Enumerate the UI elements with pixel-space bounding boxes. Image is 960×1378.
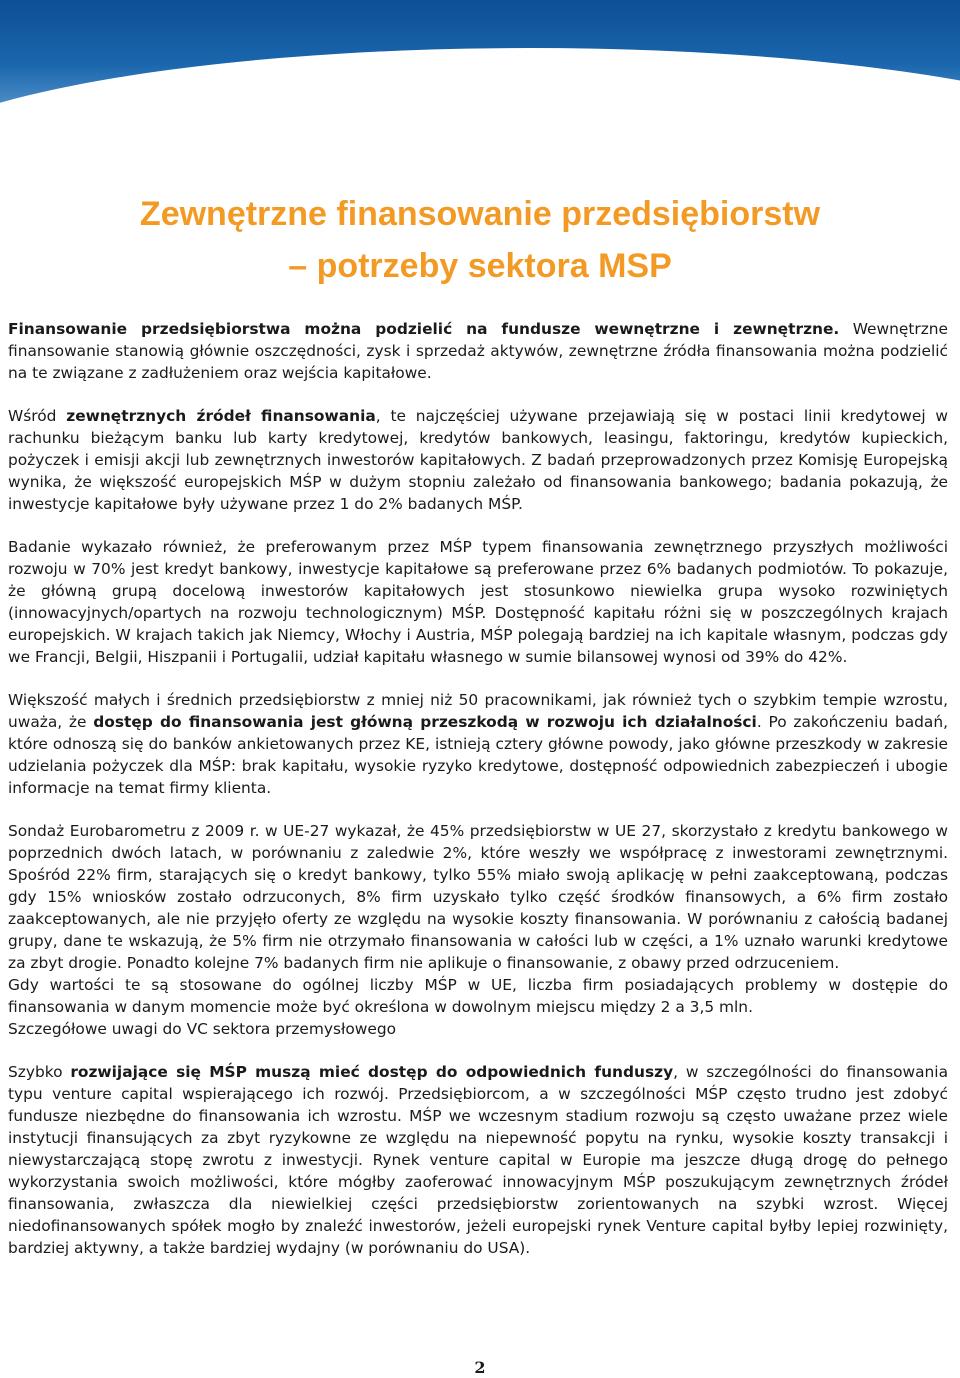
paragraph-4-bold: dostęp do finansowania jest główną przeszkodą w rozwoju ich działalności (93, 713, 757, 731)
paragraph-1-text: Wewnętrzne finansowanie stanowią głównie oszczędności, zysk i sprzedaż aktywów, zewnętrzne źródła finansowania można podzielić na te związane z zadłużeniem oraz wejścia kapitałowe. (8, 320, 948, 382)
paragraph-2-text-a: Wśród (8, 407, 67, 425)
title-line-2: – potrzeby sektora MSP (288, 247, 672, 285)
paragraph-8-text-b: , w szczególności do finansowania typu venture capital wspierającego ich rozwój. Przedsiębiorcom, a w szczególności MŚP często trudno jest zdobyć fundusze niezbędne do finansowania ich wzrostu. MŚP we wczesnym stadium rozwoju są często uważane przez wiele instytucji finansujących za zbyt ryzykowne ze względu na niepewność popytu na rynku, wysokie koszty transakcji i niewystarczającą stopę zwrotu z inwestycji. Rynek venture capital w Europie ma jeszcze długą drogę do pełnego wykorzystania swoich możliwości, które mógłby zaoferować innowacyjnym MŚP poszukującym zewnętrznych źródeł finansowania, zwłaszcza dla niewielkiej części przedsiębiorstw zorientowanych na szybki wzrost. Więcej niedofinansowanych spółek mogło by znaleźć inwestorów, jeżeli europejski rynek Venture capital byłby lepiej rozwinięty, bardziej aktywny, a także bardziej wydajny (w porównaniu do USA). (8, 1063, 949, 1257)
paragraph-2 (8, 405, 948, 515)
paragraph-1 (8, 318, 948, 384)
paragraph-8 (8, 1061, 948, 1259)
title-line-1: Zewnętrzne finansowanie przedsiębiorstw (139, 195, 821, 233)
paragraph-8-text-a: Szybko (8, 1063, 71, 1081)
page-number: 2 (474, 1358, 486, 1377)
paragraph-4 (8, 689, 948, 799)
paragraph-2-bold: zewnętrznych źródeł finansowania (66, 407, 376, 425)
paragraph-4-text-a: Większość małych i średnich przedsiębiorstw z mniej niż 50 pracownikami, jak również tych o szybkim tempie wzrostu, uważa, że (8, 691, 948, 731)
paragraph-3: Badanie wykazało również, że preferowanym przez MŚP typem finansowania zewnętrznego przyszłych możliwości rozwoju w 70% jest kredyt bankowy, inwestycje kapitałowe są preferowane przez 6% badanych podmiotów. To pokazuje, że główną grupą docelową inwestorów kapitałowych jest stosunkowo niewielka grupa wysoko rozwiniętych (innowacyjnych/opartych na rozwoju technologicznym) MŚP. Dostępność kapitału różni się w poszczególnych krajach europejskich. W krajach takich jak Niemcy, Włochy i Austria, MŚP polegają bardziej na ich kapitale własnym, podczas gdy we Francji, Belgii, Hiszpanii i Portugalii, udział kapitału własnego w sumie bilansowej wynosi od 39% do 42%. (8, 538, 948, 666)
paragraph-6: Gdy wartości te są stosowane do ogólnej liczby MŚP w UE, liczba firm posiadających problemy w dostępie do finansowania w danym momencie może być określona w dowolnym miejscu między 2 a 3,5 mln. (8, 976, 948, 1016)
paragraph-8-bold: rozwijające się MŚP muszą mieć dostęp do odpowiednich funduszy (70, 1063, 674, 1081)
paragraph-5: Sondaż Eurobarometru z 2009 r. w UE-27 wykazał, że 45% przedsiębiorstw w UE 27, skorzystało z kredytu bankowego w poprzednich dwóch latach, w porównaniu z zaledwie 2%, które weszły we współpracę z inwestorami zewnętrznymi. Spośród 22% firm, starających się o kredyt bankowy, tylko 55% miało swoją aplikację w pełni zaakceptowaną, podczas gdy 15% wniosków zostało odrzuconych, 8% firm uzyskało tylko część środków finansowych, a 6% firm zostało zaakceptowanych, ale nie przyjęło oferty ze względu na wysokie koszty finansowania. W porównaniu z całością badanej grupy, dane te wskazują, że 5% firm nie otrzymało finansowania w całości lub w części, a 1% uznało warunki kredytowe za zbyt drogie. Ponadto kolejne 7% badanych firm nie aplikuje o finansowanie, z obawy przed odrzuceniem. (8, 822, 948, 972)
paragraph-2-text-b: , te najczęściej używane przejawiają się w postaci linii kredytowej w rachunku bieżącym banku lub karty kredytowej, kredytów bankowych, leasingu, faktoringu, kredytów kupieckich, pożyczek i emisji akcji lub zewnętrznych inwestorów kapitałowych. Z badań przeprowadzonych przez Komisję Europejską wynika, że większość europejskich MŚP w dużym stopniu zależało od finansowania bankowego; badania pokazują, że inwestycje kapitałowe były używane przez 1 do 2% badanych MŚP. (8, 407, 948, 513)
document-body (8, 318, 948, 1280)
paragraph-1-bold: Finansowanie przedsiębiorstwa można podzielić na fundusze wewnętrzne i zewnętrzne. (8, 320, 840, 338)
paragraph-4-text-b: . Po zakończeniu badań, które odnoszą się do banków ankietowanych przez KE, istnieją cztery główne powody, jako główne przeszkody w zakresie udzielania pożyczek dla MŚP: brak kapitału, wysokie ryzyko kredytowe, dostępność odpowiednich zabezpieczeń i ubogie informacje na temat firmy klienta. (8, 713, 949, 797)
document-title (0, 188, 960, 292)
section-heading: Szczegółowe uwagi do VC sektora przemysłowego (8, 1020, 397, 1038)
header-banner (0, 0, 960, 160)
